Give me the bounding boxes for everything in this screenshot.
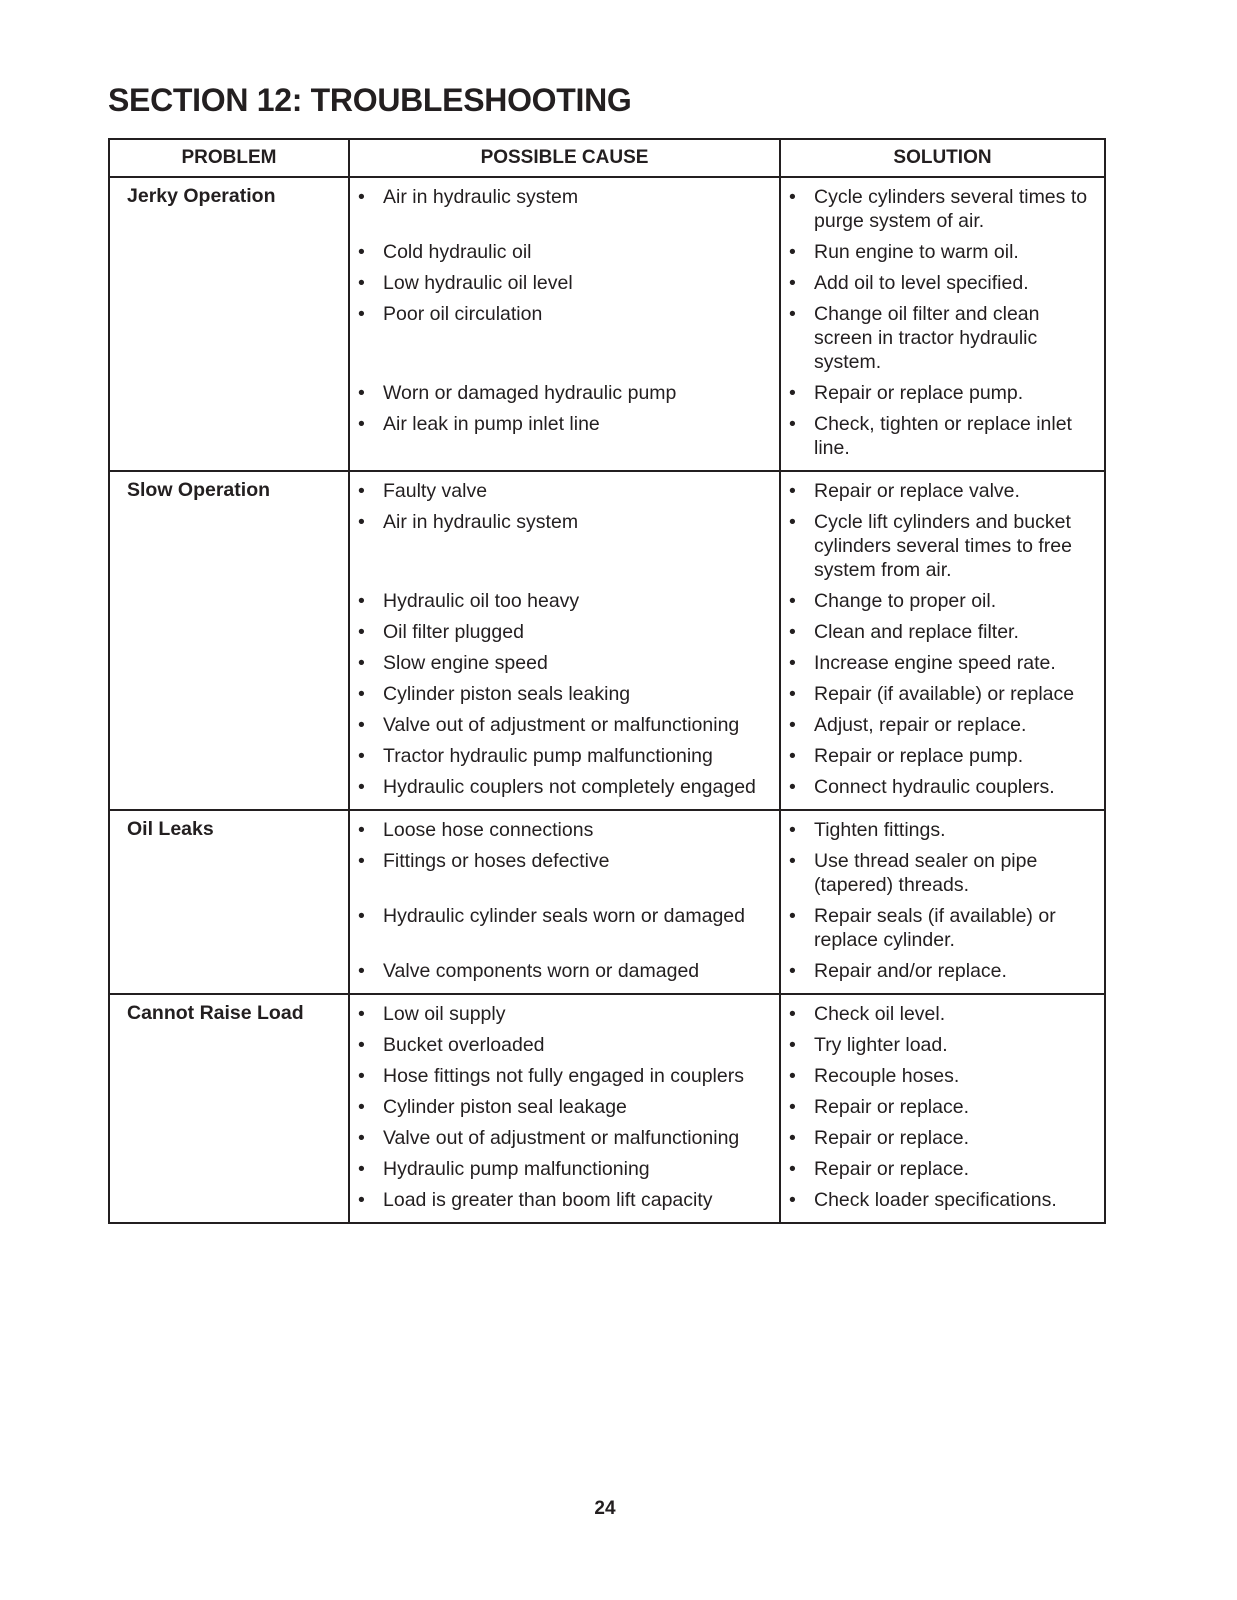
solution-item: • Try lighter load. bbox=[787, 1033, 1098, 1057]
cause-item: • Air in hydraulic system bbox=[356, 510, 773, 582]
table-row-oil-leaks bbox=[109, 810, 1105, 994]
problem-cell: Cannot Raise Load bbox=[109, 994, 349, 1223]
problem-cell: Slow Operation bbox=[109, 471, 349, 810]
cause-item: • Hydraulic cylinder seals worn or damaged bbox=[356, 904, 773, 952]
cause-item: • Fittings or hoses defective bbox=[356, 849, 773, 897]
possible-cause-cell bbox=[349, 994, 780, 1223]
possible-cause-cell bbox=[349, 177, 780, 471]
troubleshooting-table bbox=[108, 138, 1106, 1224]
cause-item: • Valve components worn or damaged bbox=[356, 959, 773, 983]
cause-item: • Cold hydraulic oil bbox=[356, 240, 773, 264]
solution-list bbox=[787, 185, 1098, 460]
solution-item: • Repair seals (if available) or replace cylinder. bbox=[787, 904, 1098, 952]
cause-item: • Cylinder piston seal leakage bbox=[356, 1095, 773, 1119]
solution-item: • Increase engine speed rate. bbox=[787, 651, 1098, 675]
cause-item: • Valve out of adjustment or malfunctioning bbox=[356, 1126, 773, 1150]
cause-item: • Hydraulic couplers not completely engaged bbox=[356, 775, 773, 799]
cause-list bbox=[356, 818, 773, 983]
cause-item: • Hydraulic pump malfunctioning bbox=[356, 1157, 773, 1181]
solution-item: • Clean and replace filter. bbox=[787, 620, 1098, 644]
cause-item: • Air leak in pump inlet line bbox=[356, 412, 773, 460]
solution-item: • Check loader specifications. bbox=[787, 1188, 1098, 1212]
cause-item: • Slow engine speed bbox=[356, 651, 773, 675]
cause-list bbox=[356, 479, 773, 799]
table-row-slow-operation bbox=[109, 471, 1105, 810]
solution-item: • Connect hydraulic couplers. bbox=[787, 775, 1098, 799]
cause-item: • Faulty valve bbox=[356, 479, 773, 503]
solution-item: • Run engine to warm oil. bbox=[787, 240, 1098, 264]
solution-item: • Add oil to level specified. bbox=[787, 271, 1098, 295]
solution-item: • Use thread sealer on pipe (tapered) threads. bbox=[787, 849, 1098, 897]
solution-item: • Repair or replace. bbox=[787, 1126, 1098, 1150]
table-body bbox=[109, 177, 1105, 1223]
table-header-row bbox=[109, 139, 1105, 177]
cause-item: • Air in hydraulic system bbox=[356, 185, 773, 233]
cause-item: • Low hydraulic oil level bbox=[356, 271, 773, 295]
solution-item: • Adjust, repair or replace. bbox=[787, 713, 1098, 737]
solution-cell bbox=[780, 810, 1105, 994]
solution-list bbox=[787, 1002, 1098, 1212]
problem-cell: Oil Leaks bbox=[109, 810, 349, 994]
solution-item: • Repair and/or replace. bbox=[787, 959, 1098, 983]
solution-item: • Repair or replace. bbox=[787, 1095, 1098, 1119]
solution-item: • Change oil filter and clean screen in tractor hydraulic system. bbox=[787, 302, 1098, 374]
page-title: SECTION 12: TROUBLESHOOTING bbox=[108, 82, 632, 118]
solution-item: • Recouple hoses. bbox=[787, 1064, 1098, 1088]
cause-item: • Load is greater than boom lift capacity bbox=[356, 1188, 773, 1212]
page-number: 24 bbox=[594, 1498, 616, 1519]
cause-item: • Oil filter plugged bbox=[356, 620, 773, 644]
solution-item: • Check oil level. bbox=[787, 1002, 1098, 1026]
cause-item: • Valve out of adjustment or malfunctioning bbox=[356, 713, 773, 737]
solution-item: • Repair or replace pump. bbox=[787, 381, 1098, 405]
table-row-jerky-operation bbox=[109, 177, 1105, 471]
possible-cause-cell bbox=[349, 471, 780, 810]
solution-item: • Tighten fittings. bbox=[787, 818, 1098, 842]
solution-item: • Cycle cylinders several times to purge system of air. bbox=[787, 185, 1098, 233]
cause-item: • Low oil supply bbox=[356, 1002, 773, 1026]
solution-list bbox=[787, 818, 1098, 983]
column-header-solution: SOLUTION bbox=[780, 139, 1105, 177]
cause-item: • Loose hose connections bbox=[356, 818, 773, 842]
solution-item: • Cycle lift cylinders and bucket cylinders several times to free system from air. bbox=[787, 510, 1098, 582]
cause-item: • Worn or damaged hydraulic pump bbox=[356, 381, 773, 405]
solution-cell bbox=[780, 994, 1105, 1223]
cause-item: • Poor oil circulation bbox=[356, 302, 773, 374]
solution-item: • Repair or replace valve. bbox=[787, 479, 1098, 503]
solution-item: • Repair or replace. bbox=[787, 1157, 1098, 1181]
cause-list bbox=[356, 185, 773, 460]
solution-item: • Repair (if available) or replace bbox=[787, 682, 1098, 706]
table-row-cannot-raise-load bbox=[109, 994, 1105, 1223]
solution-item: • Check, tighten or replace inlet line. bbox=[787, 412, 1098, 460]
cause-list bbox=[356, 1002, 773, 1212]
possible-cause-cell bbox=[349, 810, 780, 994]
cause-item: • Hose fittings not fully engaged in couplers bbox=[356, 1064, 773, 1088]
solution-item: • Change to proper oil. bbox=[787, 589, 1098, 613]
solution-cell bbox=[780, 177, 1105, 471]
cause-item: • Hydraulic oil too heavy bbox=[356, 589, 773, 613]
column-header-problem: PROBLEM bbox=[109, 139, 349, 177]
solution-item: • Repair or replace pump. bbox=[787, 744, 1098, 768]
solution-cell bbox=[780, 471, 1105, 810]
column-header-possible-cause: POSSIBLE CAUSE bbox=[349, 139, 780, 177]
cause-item: • Bucket overloaded bbox=[356, 1033, 773, 1057]
cause-item: • Tractor hydraulic pump malfunctioning bbox=[356, 744, 773, 768]
solution-list bbox=[787, 479, 1098, 799]
problem-cell: Jerky Operation bbox=[109, 177, 349, 471]
cause-item: • Cylinder piston seals leaking bbox=[356, 682, 773, 706]
